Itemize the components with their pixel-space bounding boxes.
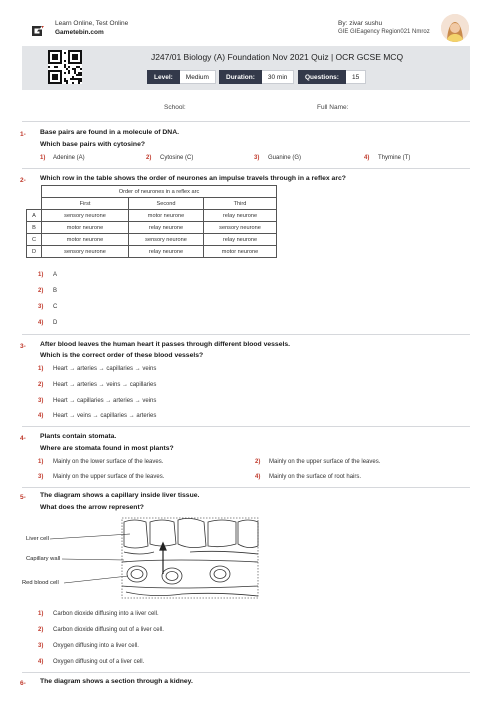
table-cell: motor neurone: [129, 210, 204, 222]
question-number: 4-: [20, 435, 26, 442]
question-text: What does the arrow represent?: [40, 504, 144, 511]
tagline: Learn Online, Test Online: [55, 20, 129, 27]
avatar: [441, 14, 469, 42]
questions-badge: [298, 70, 366, 84]
row-label: C: [27, 234, 42, 246]
answer-option[interactable]: Oxygen diffusing out of a liver cell.: [53, 659, 145, 665]
quiz-title: J247/01 Biology (A) Foundation Nov 2021 Quiz | OCR GCSE MCQ: [150, 52, 404, 62]
row-label: B: [27, 222, 42, 234]
answer-option[interactable]: Mainly on the upper surface of the leaves.: [269, 459, 381, 465]
divider: [22, 334, 470, 335]
option-number: 4): [364, 155, 370, 161]
duration-label: Duration:: [219, 70, 262, 84]
page-header: [0, 0, 496, 46]
table-cell: sensory neurone: [129, 234, 204, 246]
questions-value: 15: [346, 70, 366, 84]
option-number: 2): [146, 155, 152, 161]
option-number: 3): [38, 398, 44, 404]
table-cell: relay neurone: [204, 210, 277, 222]
answer-option[interactable]: C: [53, 304, 58, 310]
answer-option[interactable]: Mainly on the surface of root hairs.: [269, 474, 362, 480]
table-cell: motor neurone: [204, 246, 277, 258]
table-row: [27, 222, 277, 234]
site-link[interactable]: Gametebin.com: [55, 29, 104, 36]
question-text: Which base pairs with cytosine?: [40, 141, 145, 148]
table-cell: sensory neurone: [42, 210, 129, 222]
option-number: 1): [38, 611, 44, 617]
table-cell: relay neurone: [129, 246, 204, 258]
option-number: 2): [38, 382, 44, 388]
table-row: [27, 210, 277, 222]
row-label: A: [27, 210, 42, 222]
question-text: The diagram shows a capillary inside liver tissue.: [40, 492, 200, 499]
table-cell: sensory neurone: [204, 222, 277, 234]
option-number: 1): [38, 459, 44, 465]
table-cell: motor neurone: [42, 222, 129, 234]
table-cell: sensory neurone: [42, 246, 129, 258]
option-number: 2): [38, 627, 44, 633]
column-header: Second: [129, 198, 204, 210]
table-cell: relay neurone: [204, 234, 277, 246]
option-number: 3): [254, 155, 260, 161]
answer-option[interactable]: Heart → capillaries → arteries → veins: [53, 398, 157, 404]
diagram-label: Red blood cell: [22, 580, 59, 586]
question-number: 5-: [20, 494, 26, 501]
answer-option[interactable]: D: [53, 320, 58, 326]
question-number: 6-: [20, 680, 26, 687]
diagram-label: Capillary wall: [26, 556, 61, 562]
table-cell: motor neurone: [42, 234, 129, 246]
answer-option[interactable]: Heart → arteries → veins → capillaries: [53, 382, 157, 388]
questions-label: Questions:: [298, 70, 346, 84]
option-number: 3): [38, 474, 44, 480]
answer-option[interactable]: Oxygen diffusing into a liver cell.: [53, 643, 139, 649]
answer-option[interactable]: Thymine (T): [378, 155, 411, 161]
option-number: 3): [38, 643, 44, 649]
question-text: Base pairs are found in a molecule of DNA.: [40, 129, 179, 136]
answer-option[interactable]: Heart → veins → capillaries → arteries: [53, 413, 157, 419]
divider: [22, 487, 470, 488]
answer-option[interactable]: Carbon dioxide diffusing out of a liver cell.: [53, 627, 164, 633]
level-badge: [147, 70, 216, 84]
question-text: Where are stomata found in most plants?: [40, 445, 174, 452]
option-number: 1): [40, 155, 46, 161]
question-number: 2-: [20, 177, 26, 184]
diagram-label: Liver cell: [26, 536, 49, 542]
full-name-field[interactable]: Full Name:: [317, 104, 349, 111]
gametebin-logo-icon: [30, 24, 46, 38]
answer-option[interactable]: Heart → arteries → capillaries → veins: [53, 366, 157, 372]
divider: [22, 168, 470, 169]
option-number: 3): [38, 304, 44, 310]
option-number: 1): [38, 272, 44, 278]
question-text: Which is the correct order of these blood vessels?: [40, 352, 204, 359]
table-row: [27, 234, 277, 246]
organization: GIE GIEagency Region021 Nmroz: [338, 29, 430, 35]
answer-option[interactable]: Adenine (A): [53, 155, 85, 161]
avatar-portrait-icon: [441, 14, 469, 42]
table-row: [27, 246, 277, 258]
answer-option[interactable]: Guanine (G): [268, 155, 302, 161]
table-cell: relay neurone: [129, 222, 204, 234]
answer-option[interactable]: B: [53, 288, 58, 294]
author: By: zivar sushu: [338, 20, 383, 27]
question-text: After blood leaves the human heart it passes through different blood vessels.: [40, 341, 291, 348]
question-text: Which row in the table shows the order of neurones an impulse travels through in a reflex arc?: [40, 175, 346, 182]
option-number: 1): [38, 366, 44, 372]
level-value: Medium: [180, 70, 216, 84]
column-header: First: [42, 198, 129, 210]
table-caption: Order of neurones in a reflex arc: [42, 186, 277, 198]
column-header: Third: [204, 198, 277, 210]
answer-option[interactable]: A: [53, 272, 58, 278]
question-text: The diagram shows a section through a kidney.: [40, 678, 193, 685]
answer-option[interactable]: Carbon dioxide diffusing into a liver cell.: [53, 611, 159, 617]
option-number: 4): [38, 659, 44, 665]
answer-option[interactable]: Cytosine (C): [160, 155, 194, 161]
question-text: Plants contain stomata.: [40, 433, 117, 440]
reflex-arc-table: [26, 185, 277, 258]
answer-option[interactable]: Mainly on the lower surface of the leaves.: [53, 459, 164, 465]
table-caption-row: [27, 186, 277, 198]
school-field[interactable]: School:: [164, 104, 186, 111]
qr-code-icon: [48, 50, 82, 84]
question-number: 3-: [20, 343, 26, 350]
divider: [22, 426, 470, 427]
duration-value: 30 min: [262, 70, 295, 84]
table-header-row: [27, 198, 277, 210]
option-number: 2): [255, 459, 261, 465]
level-label: Level:: [147, 70, 180, 84]
option-number: 2): [38, 288, 44, 294]
option-number: 4): [38, 320, 44, 326]
divider: [22, 121, 470, 122]
option-number: 4): [255, 474, 261, 480]
option-number: 4): [38, 413, 44, 419]
row-label: D: [27, 246, 42, 258]
divider: [22, 672, 470, 673]
question-number: 1-: [20, 131, 26, 138]
answer-option[interactable]: Mainly on the upper surface of the leaves.: [53, 474, 165, 480]
duration-badge: [219, 70, 294, 84]
